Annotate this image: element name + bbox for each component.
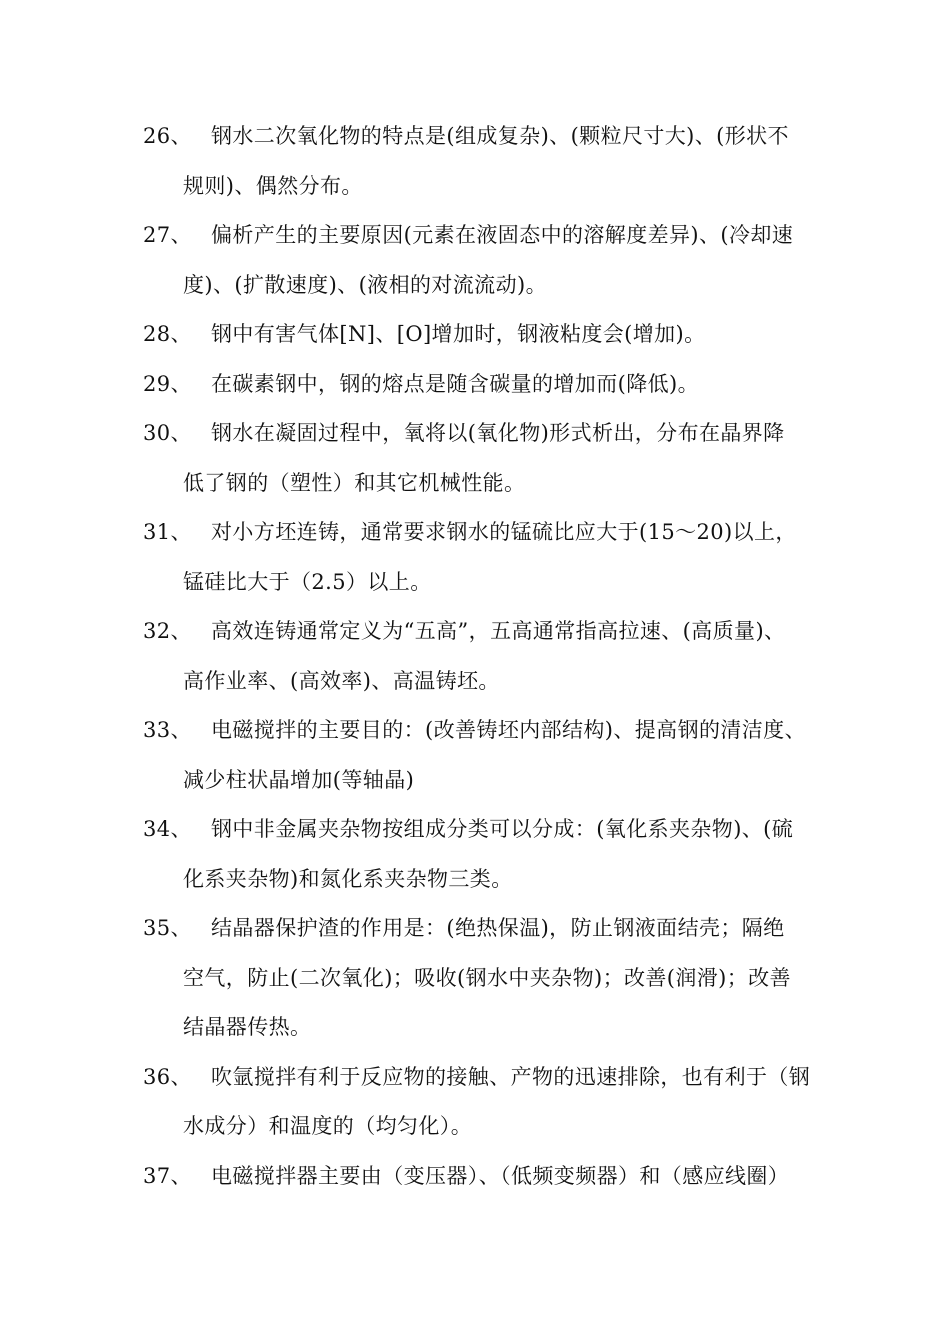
item-text: 规则)、偶然分布。	[183, 173, 363, 198]
item-number: 33、	[143, 718, 192, 742]
item-text: 低了钢的（塑性）和其它机械性能。	[183, 470, 526, 495]
item-text: 钢中非金属夹杂物按组成分类可以分成：(氧化系夹杂物)、(硫	[211, 817, 794, 841]
item-text: 电磁搅拌器主要由（变压器）、（低频变频器）和（感应线圈）	[211, 1163, 790, 1188]
item-text: 高作业率、(高效率)、高温铸坯。	[183, 668, 500, 693]
item-number: 31、	[143, 520, 192, 544]
item-text: 吹氩搅拌有利于反应物的接触、产物的迅速排除，也有利于（钢	[211, 1064, 811, 1089]
item-number: 35、	[143, 916, 192, 940]
item-text: 结晶器保护渣的作用是：(绝热保温)，防止钢液面结壳；隔绝	[211, 916, 785, 940]
item-text: 空气，防止(二次氧化)；吸收(钢水中夹杂物)；改善(润滑)；改善	[183, 965, 791, 990]
list-item	[143, 1053, 813, 1152]
item-text: 度)、(扩散速度)、(液相的对流流动)。	[183, 272, 547, 297]
item-number: 26、	[143, 124, 192, 148]
list-item	[143, 360, 813, 410]
list-item	[143, 607, 813, 706]
list-item	[143, 508, 813, 607]
item-text: 减少柱状晶增加(等轴晶)	[183, 767, 415, 792]
item-text: 水成分）和温度的（均匀化）。	[183, 1114, 473, 1138]
item-text: 钢水二次氧化物的特点是(组成复杂)、(颗粒尺寸大)、(形状不	[211, 124, 789, 148]
item-text: 钢水在凝固过程中，氧将以(氧化物)形式析出，分布在晶界降	[211, 421, 785, 445]
list-item	[143, 904, 813, 1053]
item-number: 37、	[143, 1163, 192, 1188]
item-number: 36、	[143, 1064, 192, 1089]
list-item	[143, 112, 813, 211]
item-number: 32、	[143, 619, 192, 643]
list-item	[143, 1152, 813, 1202]
list-item	[143, 211, 813, 310]
item-number: 28、	[143, 322, 192, 346]
question-list	[143, 112, 813, 1201]
item-text: 结晶器传热。	[183, 1015, 312, 1039]
item-number: 30、	[143, 421, 192, 445]
item-number: 27、	[143, 223, 192, 247]
item-text: 锰硅比大于（2.5）以上。	[183, 569, 432, 594]
item-text: 化系夹杂物)和氮化系夹杂物三类。	[183, 866, 513, 891]
item-number: 29、	[143, 371, 192, 396]
item-number: 34、	[143, 817, 192, 841]
item-text: 电磁搅拌的主要目的：(改善铸坯内部结构)、提高钢的清洁度、	[211, 718, 806, 742]
item-text: 钢中有害气体[N]、[O]增加时，钢液粘度会(增加)。	[211, 322, 706, 346]
list-item	[143, 310, 813, 360]
item-text: 在碳素钢中，钢的熔点是随含碳量的增加而(降低)。	[211, 371, 699, 396]
list-item	[143, 409, 813, 508]
item-text: 高效连铸通常定义为“五高”，五高通常指高拉速、(高质量)、	[211, 619, 786, 643]
list-item	[143, 805, 813, 904]
item-text: 对小方坯连铸，通常要求钢水的锰硫比应大于(15～20)以上，	[211, 520, 797, 544]
list-item	[143, 706, 813, 805]
item-text: 偏析产生的主要原因(元素在液固态中的溶解度差异)、(冷却速	[211, 223, 794, 247]
